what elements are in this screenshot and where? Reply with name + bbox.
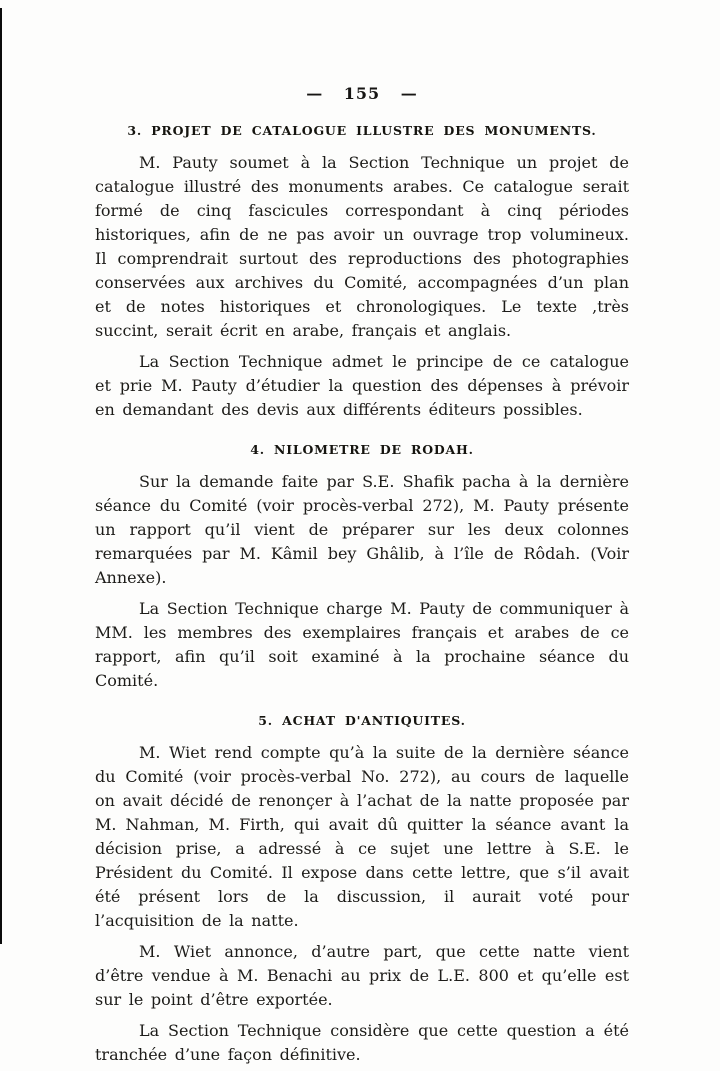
section-nilometre-rodah bbox=[95, 442, 629, 693]
text-column bbox=[95, 0, 629, 1067]
section-heading-achat-antiquites: 5. ACHAT D'ANTIQUITES. bbox=[258, 713, 466, 728]
paragraph: La Section Technique admet le principe de ce catalogue et prie M. Pauty d’étudier la question des dépenses à prévoir en demandant des devis aux différents éditeurs possibles. bbox=[95, 352, 629, 419]
section-heading-projet-catalogue: 3. PROJET DE CATALOGUE ILLUSTRE DES MONUMENTS. bbox=[127, 123, 597, 138]
paragraph: M. Wiet annonce, d’autre part, que cette natte vient d’être vendue à M. Benachi au prix de L.E. 800 et qu’elle est sur le point d’être exportée. bbox=[95, 942, 629, 1009]
paragraph: Sur la demande faite par S.E. Shafik pacha à la dernière séance du Comité (voir procès-verbal 272), M. Pauty présente un rapport qu’il vient de préparer sur les deux colonnes remarquées par M. Kâmil bey Ghâlib, à l’île de Rôdah. (Voir Annexe). bbox=[95, 472, 629, 587]
paragraph: M. Wiet rend compte qu’à la suite de la dernière séance du Comité (voir procès-verbal No. 272), au cours de laquelle on avait décidé de renonçer à l’achat de la natte proposée par M. Nahman, M. Firth, qui avait dû quitter la séance avant la décision prise, a adressé à ce sujet une lettre à S.E. le Président du Comité. Il expose dans cette lettre, que s’il avait été présent lors de la discussion, il aurait voté pour l’acquisition de la natte. bbox=[95, 743, 629, 930]
section-achat-antiquites bbox=[95, 713, 629, 1067]
paragraph: La Section Technique charge M. Pauty de communiquer à MM. les membres des exemplaires français et arabes de ce rapport, afin qu’il soit examiné à la prochaine séance du Comité. bbox=[95, 599, 629, 690]
section-heading-nilometre-rodah: 4. NILOMETRE DE RODAH. bbox=[250, 442, 474, 457]
paragraph: La Section Technique considère que cette question a été tranchée d’une façon définitive. bbox=[95, 1021, 629, 1064]
section-projet-catalogue bbox=[95, 123, 629, 422]
page-number: — 155 — bbox=[306, 84, 418, 103]
scan-edge-artifact bbox=[0, 8, 2, 944]
paragraph: M. Pauty soumet à la Section Technique un projet de catalogue illustré des monuments arabes. Ce catalogue serait formé de cinq fascicules correspondant à cinq périodes historiques, afin de ne pas avoir un ouvrage trop volumineux. Il comprendrait surtout des reproductions des photographies conservées aux archives du Comité, accompagnées d’un plan et de notes historiques et chronologiques. Le texte ,très succint, serait écrit en arabe, français et anglais. bbox=[95, 153, 629, 340]
